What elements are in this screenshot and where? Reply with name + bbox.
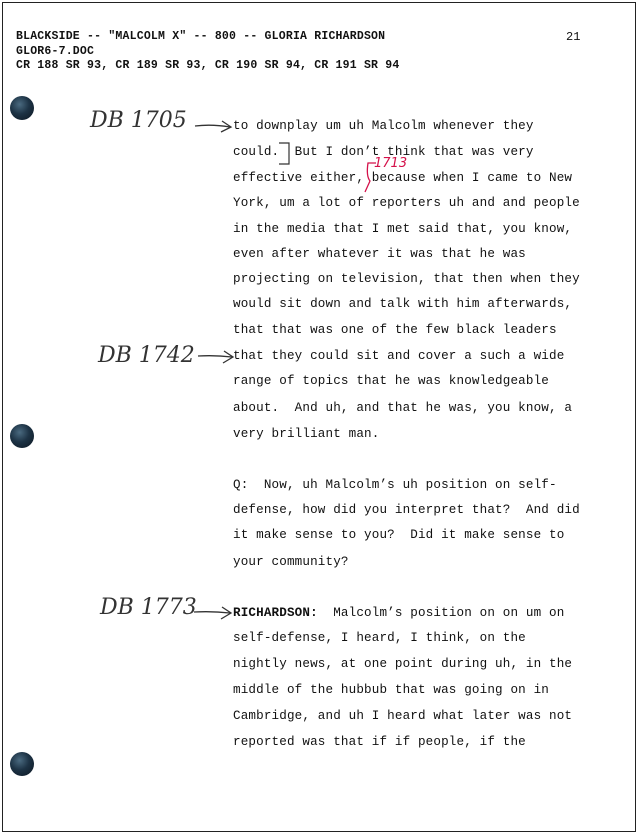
header-filename: GLOR6-7.DOC [16,45,95,58]
text-line: would sit down and talk with him afterwards, [233,297,573,311]
question-line: Q: Now, uh Malcolm’s uh position on self- [233,478,557,492]
answer-line [233,606,564,620]
header-reels: CR 188 SR 93, CR 189 SR 93, CR 190 SR 94, CR 191 SR 94 [16,59,400,72]
text-line: range of topics that he was knowledgeable [233,374,550,388]
text-line: could. But I don’t think that was very [233,145,534,159]
answer-line: nightly news, at one point during uh, in the [233,657,573,671]
answer-line: self-defense, I heard, I think, on the [233,631,526,645]
text-line: in the media that I met said that, you know, [233,222,573,236]
text-line: that that was one of the few black leaders [233,323,557,337]
answer-line: Cambridge, and uh I heard what later was not [233,709,573,723]
binder-hole-bottom [10,752,34,776]
handwritten-timecode-2: DB 1742 [98,343,195,368]
text-line: that they could sit and cover a such a wide [233,349,565,363]
text-line: about. And uh, and that he was, you know, a [233,401,573,415]
answer-line: middle of the hubbub that was going on in [233,683,550,697]
text-line: projecting on television, that then when they [233,272,580,286]
handwritten-timecode-3: DB 1773 [100,595,197,620]
handwritten-timecode-1: DB 1705 [90,108,187,133]
answer-text: Malcolm’s position on on um on [317,606,565,620]
binder-hole-middle [10,424,34,448]
question-line: defense, how did you interpret that? And did [233,503,580,517]
page-number: 21 [566,30,581,44]
question-line: your community? [233,555,349,569]
answer-line: reported was that if if people, if the [233,735,526,749]
binder-hole-top [10,96,34,120]
text-line: to downplay um uh Malcolm whenever they [233,119,534,133]
text-line: very brilliant man. [233,427,380,441]
text-line: even after whatever it was that he was [233,247,526,261]
header-title: BLACKSIDE -- "MALCOLM X" -- 800 -- GLORIA RICHARDSON [16,30,386,43]
text-line: effective either, because when I came to New [233,171,573,185]
question-line: it make sense to you? Did it make sense to [233,528,565,542]
text-line: York, um a lot of reporters uh and and people [233,196,580,210]
speaker-label: RICHARDSON: [233,606,318,620]
handwritten-red-timecode: 1713 [374,156,408,171]
